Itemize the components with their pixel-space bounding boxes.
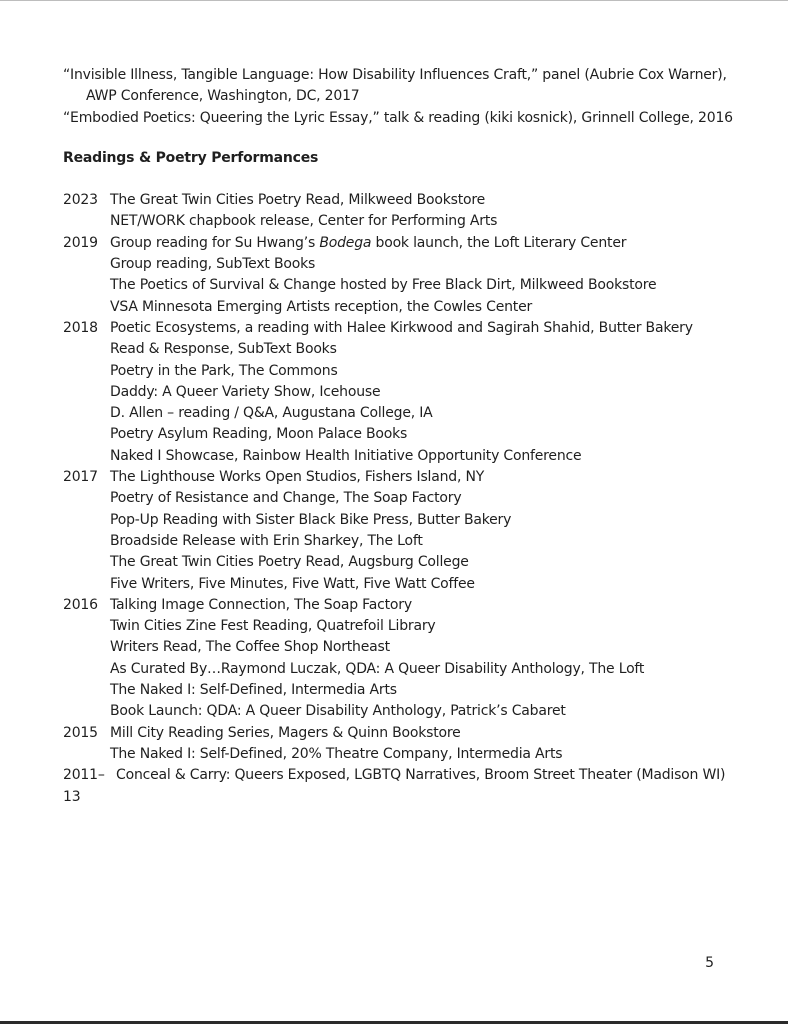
page-top-border bbox=[0, 0, 788, 1]
reading-item: Five Writers, Five Minutes, Five Watt, Five Watt Coffee bbox=[110, 575, 475, 592]
reading-item-text: Group reading for Su Hwang’s bbox=[110, 234, 320, 251]
reading-year: 2018 bbox=[63, 319, 98, 336]
reading-item: The Naked I: Self-Defined, Intermedia Arts bbox=[110, 682, 397, 699]
reading-year-group bbox=[63, 467, 743, 595]
reading-item: Group reading, SubText Books bbox=[110, 256, 316, 273]
reading-item: The Great Twin Cities Poetry Read, Milkweed Bookstore bbox=[110, 192, 486, 209]
reading-items bbox=[110, 723, 562, 766]
reading-item: Conceal & Carry: Queers Exposed, LGBTQ Narratives, Broom Street Theater (Madison WI) bbox=[116, 767, 726, 784]
reading-items bbox=[110, 318, 693, 467]
readings-list bbox=[63, 190, 743, 808]
reading-item-text: book launch, the Loft Literary Center bbox=[371, 234, 627, 251]
section-heading-readings: Readings & Poetry Performances bbox=[63, 149, 319, 166]
reading-item: D. Allen – reading / Q&A, Augustana College, IA bbox=[110, 405, 433, 422]
reading-item: Talking Image Connection, The Soap Factory bbox=[110, 596, 412, 613]
reading-item: Daddy: A Queer Variety Show, Icehouse bbox=[110, 383, 381, 400]
reading-year-group bbox=[63, 190, 743, 233]
reading-year: 2011–13 bbox=[63, 767, 105, 805]
reading-item: NET/WORK chapbook release, Center for Performing Arts bbox=[110, 213, 498, 230]
reading-item: Mill City Reading Series, Magers & Quinn Bookstore bbox=[110, 724, 461, 741]
reading-item: Broadside Release with Erin Sharkey, The Loft bbox=[110, 532, 423, 549]
reading-year: 2023 bbox=[63, 192, 98, 209]
reading-item: Book Launch: QDA: A Queer Disability Anthology, Patrick’s Cabaret bbox=[110, 703, 566, 720]
reading-items bbox=[110, 233, 656, 318]
presentations-list bbox=[63, 65, 743, 129]
reading-year-group bbox=[63, 595, 743, 723]
reading-item: Poetry Asylum Reading, Moon Palace Books bbox=[110, 426, 408, 443]
reading-item: The Great Twin Cities Poetry Read, Augsburg College bbox=[110, 554, 469, 571]
reading-item bbox=[110, 233, 656, 254]
reading-year: 2019 bbox=[63, 234, 98, 251]
page-number: 5 bbox=[705, 955, 714, 971]
reading-item: Poetry in the Park, The Commons bbox=[110, 362, 338, 379]
reading-items bbox=[116, 765, 725, 808]
reading-item: Pop-Up Reading with Sister Black Bike Press, Butter Bakery bbox=[110, 511, 512, 528]
reading-item: Read & Response, SubText Books bbox=[110, 341, 337, 358]
reading-year: 2016 bbox=[63, 596, 98, 613]
reading-item: Poetry of Resistance and Change, The Soap Factory bbox=[110, 490, 462, 507]
reading-items bbox=[110, 467, 511, 595]
reading-year-group bbox=[63, 723, 743, 766]
reading-item: VSA Minnesota Emerging Artists reception, the Cowles Center bbox=[110, 298, 533, 315]
reading-items bbox=[110, 190, 497, 233]
presentation-entry: “Embodied Poetics: Queering the Lyric Essay,” talk & reading (kiki kosnick), Grinnell College, 2016 bbox=[63, 109, 733, 126]
reading-items bbox=[110, 595, 644, 723]
reading-year-group bbox=[63, 318, 743, 467]
reading-year: 2015 bbox=[63, 724, 98, 741]
reading-item: Writers Read, The Coffee Shop Northeast bbox=[110, 639, 390, 656]
reading-item: The Naked I: Self-Defined, 20% Theatre Company, Intermedia Arts bbox=[110, 745, 563, 762]
reading-item: Twin Cities Zine Fest Reading, Quatrefoil Library bbox=[110, 618, 436, 635]
reading-item: The Poetics of Survival & Change hosted by Free Black Dirt, Milkweed Bookstore bbox=[110, 277, 657, 294]
reading-year-group bbox=[63, 233, 743, 318]
reading-item: Naked I Showcase, Rainbow Health Initiative Opportunity Conference bbox=[110, 447, 582, 464]
document-page bbox=[63, 65, 743, 808]
reading-year: 2017 bbox=[63, 469, 98, 486]
reading-item: As Curated By…Raymond Luczak, QDA: A Queer Disability Anthology, The Loft bbox=[110, 660, 645, 677]
reading-item-title-italic: Bodega bbox=[319, 234, 372, 251]
reading-item: The Lighthouse Works Open Studios, Fishers Island, NY bbox=[110, 469, 485, 486]
presentation-entry: “Invisible Illness, Tangible Language: How Disability Influences Craft,” panel (Aubrie Cox Warner), AWP Conference, Washington, DC, 2017 bbox=[63, 67, 727, 105]
reading-year-group bbox=[63, 765, 743, 808]
reading-item: Poetic Ecosystems, a reading with Halee Kirkwood and Sagirah Shahid, Butter Bakery bbox=[110, 319, 693, 336]
